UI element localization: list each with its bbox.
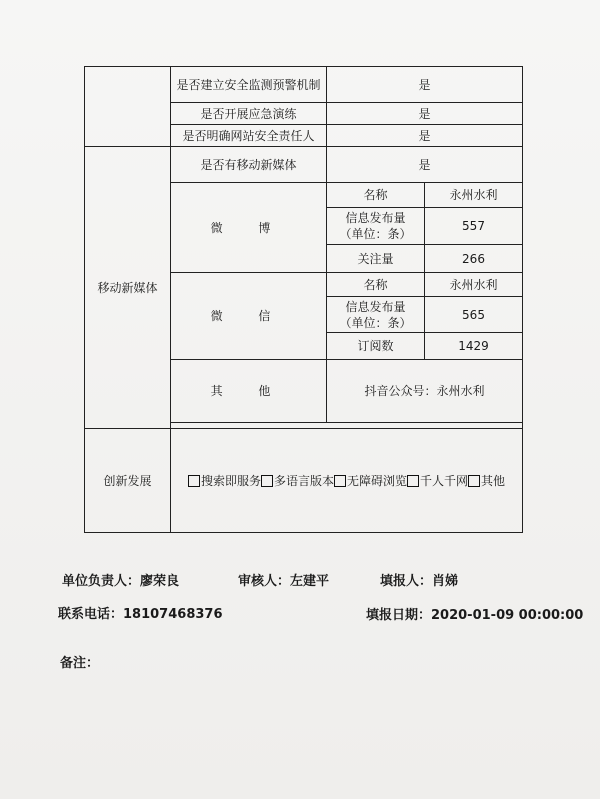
emergency-label: 是否开展应急演练 (171, 103, 327, 125)
responsible-value: 是 (327, 125, 523, 147)
weibo-posts-label: 信息发布量（单位：条） (327, 208, 425, 245)
has-media-label: 是否有移动新媒体 (171, 147, 327, 183)
responsible-label: 是否明确网站安全责任人 (171, 125, 327, 147)
weibo-posts-value: 557 (425, 208, 523, 245)
option-label-1: 搜索即服务 (200, 473, 261, 488)
weibo-name-label: 名称 (327, 183, 425, 208)
security-section-cell (85, 67, 171, 147)
has-media-value: 是 (327, 147, 523, 183)
checkbox-4[interactable] (407, 475, 419, 487)
emergency-value: 是 (327, 103, 523, 125)
filler: 填报人：肖娣 (380, 574, 459, 589)
wechat-label: 微 信 (171, 273, 327, 360)
innovation-options-cell (171, 429, 523, 533)
table-row (85, 429, 523, 533)
fill-date: 填报日期：2020-01-09 00:00:00 (366, 608, 584, 623)
checkbox-5[interactable] (468, 475, 480, 487)
weibo-label: 微 博 (171, 183, 327, 273)
checkbox-3[interactable] (334, 475, 346, 487)
weibo-follow-label: 关注量 (327, 245, 425, 273)
checkbox-2[interactable] (261, 475, 273, 487)
weibo-follow-value: 266 (425, 245, 523, 273)
report-table (84, 66, 523, 533)
table-row (85, 67, 523, 103)
option-label-2: 多语言版本 (273, 473, 334, 488)
wechat-subs-label: 订阅数 (327, 333, 425, 360)
innovation-section-label: 创新发展 (85, 429, 171, 533)
wechat-posts-value: 565 (425, 297, 523, 333)
warning-value: 是 (327, 67, 523, 103)
checkbox-1[interactable] (188, 475, 200, 487)
option-label-5: 其他 (481, 473, 506, 488)
wechat-name-label: 名称 (327, 273, 425, 297)
other-value: 抖音公众号：永州水利 (327, 360, 523, 423)
option-label-3: 无障碍浏览 (346, 473, 407, 488)
contact-phone: 联系电话：18107468376 (58, 607, 223, 622)
other-label: 其 他 (171, 360, 327, 423)
unit-head: 单位负责人：廖荣良 (62, 574, 180, 589)
media-section-label: 移动新媒体 (85, 147, 171, 429)
wechat-subs-value: 1429 (425, 333, 523, 360)
weibo-name-value: 永州水利 (425, 183, 523, 208)
reviewer: 审核人：左建平 (238, 574, 330, 589)
option-label-4: 千人千网 (420, 473, 469, 488)
warning-label: 是否建立安全监测预警机制 (171, 67, 327, 103)
innovation-checklist (171, 473, 522, 489)
wechat-name-value: 永州水利 (425, 273, 523, 297)
table-row (85, 147, 523, 183)
wechat-posts-label: 信息发布量（单位：条） (327, 297, 425, 333)
remarks: 备注： (60, 656, 100, 671)
